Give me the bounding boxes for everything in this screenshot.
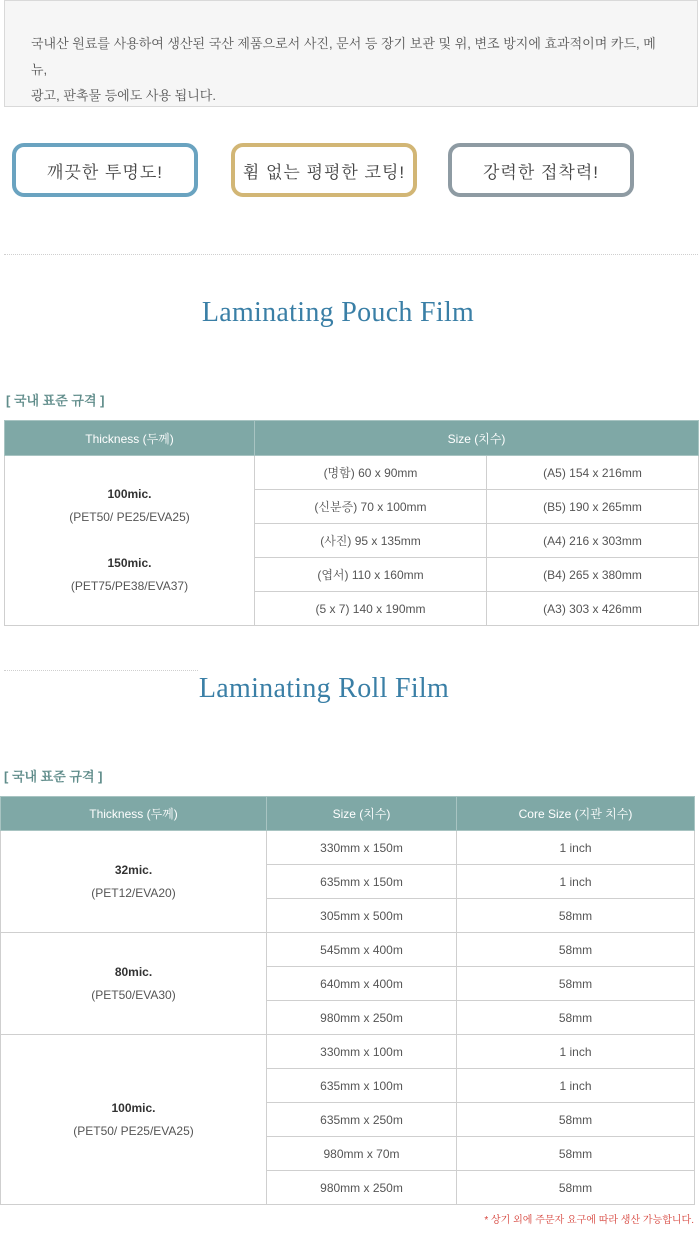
roll-header-thickness: Thickness (두께) [1, 797, 267, 831]
feature-label: 깨끗한 투명도! [47, 162, 163, 182]
thickness-detail: (PET50/ PE25/EVA25) [69, 510, 190, 524]
size-cell: 330mm x 150m [267, 831, 457, 865]
thickness-name: 32mic. [114, 862, 153, 877]
size-cell: (A3) 303 x 426mm [487, 592, 699, 626]
roll-header-core: Core Size (지관 치수) [457, 797, 695, 831]
core-cell: 58mm [457, 1171, 695, 1205]
size-cell: (5 x 7) 140 x 190mm [255, 592, 487, 626]
thickness-detail: (PET75/PE38/EVA37) [70, 579, 189, 593]
footnote: * 상기 외에 주문자 요구에 따라 생산 가능합니다. [484, 1215, 694, 1226]
size-cell: (사진) 95 x 135mm [255, 524, 487, 558]
size-cell: 980mm x 250m [267, 1001, 457, 1035]
feature-label: 휨 없는 평평한 코팅! [242, 162, 406, 182]
pouch-header-size: Size (치수) [255, 421, 699, 456]
thickness-detail: (PET50/ PE25/EVA25) [73, 1123, 194, 1138]
feature-label: 강력한 접착력! [483, 162, 599, 182]
pouch-spec-label: [ 국내 표준 규격 ] [6, 393, 105, 408]
roll-spec-label: [ 국내 표준 규격 ] [4, 769, 103, 784]
pouch-spec-table [4, 420, 699, 626]
table-row [5, 456, 699, 490]
feature-badge-adhesion [448, 143, 634, 197]
roll-thickness-cell [1, 831, 267, 933]
size-cell: 305mm x 500m [267, 899, 457, 933]
core-cell: 1 inch [457, 831, 695, 865]
thickness-detail: (PET12/EVA20) [91, 885, 176, 900]
thickness-name: 150mic. [107, 556, 152, 570]
table-row [1, 933, 695, 967]
feature-badge-flat-coating [231, 143, 417, 197]
size-cell: 980mm x 70m [267, 1137, 457, 1171]
section-divider [4, 670, 198, 671]
intro-line-2: 광고, 판촉물 등에도 사용 됩니다. [31, 88, 216, 103]
size-cell: 635mm x 250m [267, 1103, 457, 1137]
intro-line-1: 국내산 원료를 사용하여 생산된 국산 제품으로서 사진, 문서 등 장기 보관 및 위, 변조 방지에 효과적이며 카드, 메뉴, [31, 36, 656, 77]
core-cell: 58mm [457, 933, 695, 967]
roll-header-size: Size (치수) [267, 797, 457, 831]
roll-title: Laminating Roll Film [198, 673, 450, 704]
roll-thickness-cell [1, 933, 267, 1035]
size-cell: (A5) 154 x 216mm [487, 456, 699, 490]
size-cell: 635mm x 150m [267, 865, 457, 899]
size-cell: (명함) 60 x 90mm [255, 456, 487, 490]
thickness-name: 100mic. [107, 487, 152, 501]
size-cell: (B5) 190 x 265mm [487, 490, 699, 524]
roll-thickness-cell [1, 1035, 267, 1205]
core-cell: 58mm [457, 1103, 695, 1137]
feature-badge-clarity [12, 143, 198, 197]
table-row [1, 831, 695, 865]
size-cell: 980mm x 250m [267, 1171, 457, 1205]
table-row [1, 1035, 695, 1069]
pouch-header-thickness: Thickness (두께) [5, 421, 255, 456]
thickness-name: 80mic. [114, 964, 153, 979]
size-cell: 330mm x 100m [267, 1035, 457, 1069]
intro-box [4, 0, 698, 107]
size-cell: (B4) 265 x 380mm [487, 558, 699, 592]
roll-spec-table [0, 796, 695, 1205]
pouch-thickness-cell [5, 456, 255, 626]
size-cell: 635mm x 100m [267, 1069, 457, 1103]
size-cell: (A4) 216 x 303mm [487, 524, 699, 558]
pouch-title: Laminating Pouch Film [201, 297, 475, 328]
size-cell: 640mm x 400m [267, 967, 457, 1001]
core-cell: 1 inch [457, 865, 695, 899]
thickness-name: 100mic. [111, 1100, 156, 1115]
section-divider [4, 254, 698, 255]
core-cell: 1 inch [457, 1069, 695, 1103]
core-cell: 58mm [457, 1001, 695, 1035]
size-cell: (신분증) 70 x 100mm [255, 490, 487, 524]
core-cell: 58mm [457, 1137, 695, 1171]
size-cell: (엽서) 110 x 160mm [255, 558, 487, 592]
thickness-detail: (PET50/EVA30) [91, 987, 176, 1002]
core-cell: 58mm [457, 899, 695, 933]
size-cell: 545mm x 400m [267, 933, 457, 967]
core-cell: 1 inch [457, 1035, 695, 1069]
core-cell: 58mm [457, 967, 695, 1001]
